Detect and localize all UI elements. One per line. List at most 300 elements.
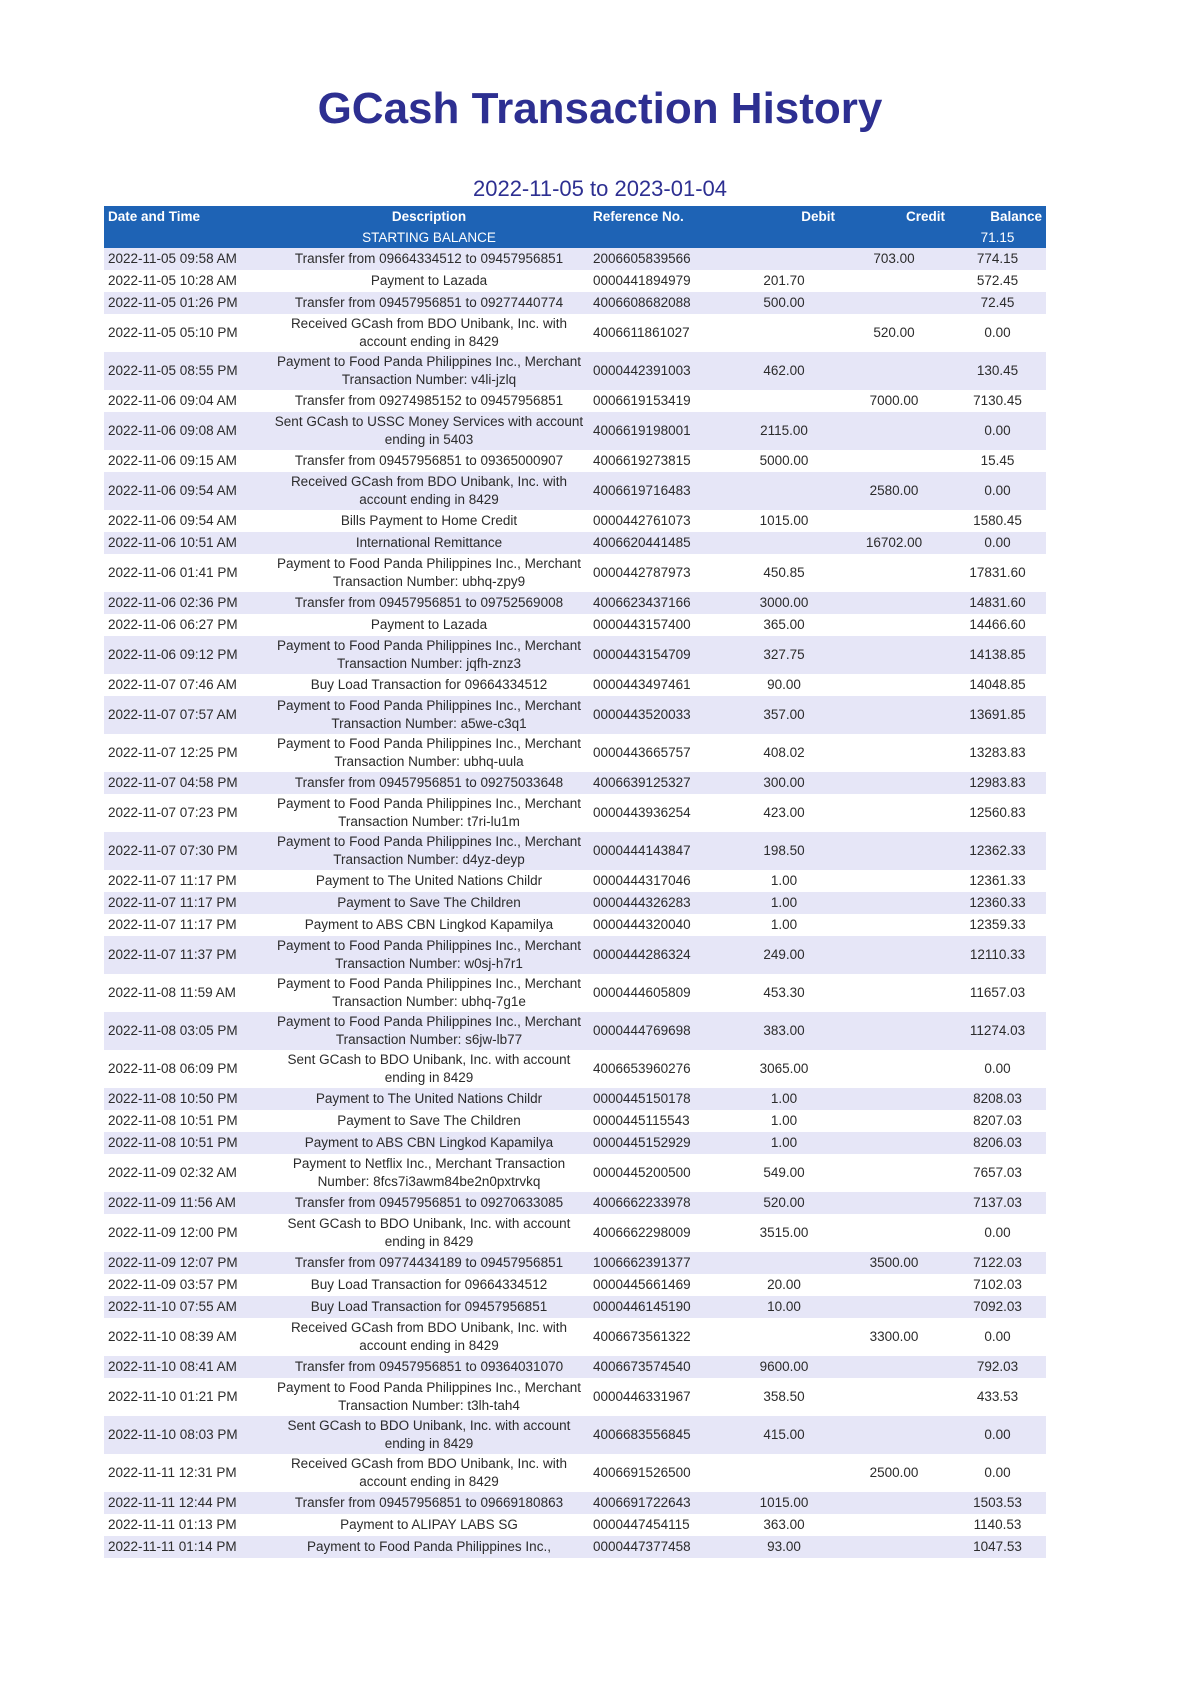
tx-debit: 3065.00 [729,1050,839,1088]
tx-balance: 0.00 [949,1318,1046,1356]
table-row [104,772,1046,794]
tx-credit [839,636,949,674]
tx-description: Received GCash from BDO Unibank, Inc. with account ending in 8429 [269,1318,589,1356]
tx-reference: 0000443520033 [589,696,729,734]
tx-debit: 93.00 [729,1536,839,1558]
tx-description: Payment to Netflix Inc., Merchant Transaction Number: 8fcs7i3awm84be2n0pxtrvkq [269,1154,589,1192]
tx-description: Transfer from 09457956851 to 09277440774 [269,292,589,314]
tx-description: Transfer from 09457956851 to 09275033648 [269,772,589,794]
tx-date: 2022-11-08 11:59 AM [104,974,269,1012]
starting-balance-row [104,227,1046,248]
tx-date: 2022-11-07 07:30 PM [104,832,269,870]
tx-description: Payment to Save The Children [269,1110,589,1132]
tx-balance: 7130.45 [949,390,1046,412]
tx-date: 2022-11-09 02:32 AM [104,1154,269,1192]
tx-date: 2022-11-06 02:36 PM [104,592,269,614]
tx-reference: 4006611861027 [589,314,729,352]
tx-date: 2022-11-09 12:00 PM [104,1214,269,1252]
tx-credit [839,1356,949,1378]
tx-balance: 14831.60 [949,592,1046,614]
tx-description: Payment to Save The Children [269,892,589,914]
tx-balance: 1140.53 [949,1514,1046,1536]
tx-date: 2022-11-05 09:58 AM [104,248,269,270]
tx-reference: 0000443154709 [589,636,729,674]
tx-date: 2022-11-07 11:17 PM [104,870,269,892]
tx-credit [839,696,949,734]
tx-balance: 1580.45 [949,510,1046,532]
table-row [104,1214,1046,1252]
tx-debit: 1.00 [729,1110,839,1132]
table-row [104,832,1046,870]
tx-description: Transfer from 09274985152 to 09457956851 [269,390,589,412]
tx-reference: 4006673574540 [589,1356,729,1378]
table-row [104,1296,1046,1318]
tx-description: Buy Load Transaction for 09457956851 [269,1296,589,1318]
tx-date: 2022-11-05 08:55 PM [104,352,269,390]
table-row [104,314,1046,352]
table-row [104,974,1046,1012]
tx-debit: 408.02 [729,734,839,772]
tx-credit [839,292,949,314]
tx-description: Transfer from 09774434189 to 09457956851 [269,1252,589,1274]
tx-credit: 3500.00 [839,1252,949,1274]
tx-description: Transfer from 09664334512 to 09457956851 [269,248,589,270]
table-row [104,592,1046,614]
tx-reference: 0000442787973 [589,554,729,592]
tx-date: 2022-11-07 07:57 AM [104,696,269,734]
tx-description: Transfer from 09457956851 to 09669180863 [269,1492,589,1514]
tx-balance: 17831.60 [949,554,1046,592]
tx-date: 2022-11-11 01:13 PM [104,1514,269,1536]
tx-reference: 4006683556845 [589,1416,729,1454]
tx-date: 2022-11-10 07:55 AM [104,1296,269,1318]
tx-reference: 0000445115543 [589,1110,729,1132]
tx-description: International Remittance [269,532,589,554]
tx-debit: 462.00 [729,352,839,390]
tx-credit [839,1514,949,1536]
tx-reference: 0000442391003 [589,352,729,390]
tx-reference: 0000444326283 [589,892,729,914]
tx-description: Sent GCash to USSC Money Services with account ending in 5403 [269,412,589,450]
tx-reference: 4006662233978 [589,1192,729,1214]
tx-balance: 0.00 [949,1214,1046,1252]
tx-description: Payment to ALIPAY LABS SG [269,1514,589,1536]
tx-date: 2022-11-10 01:21 PM [104,1378,269,1416]
tx-balance: 11657.03 [949,974,1046,1012]
tx-date: 2022-11-06 10:51 AM [104,532,269,554]
tx-reference: 4006691526500 [589,1454,729,1492]
tx-credit [839,1012,949,1050]
tx-debit [729,472,839,510]
table-row [104,270,1046,292]
tx-credit [839,974,949,1012]
tx-debit: 453.30 [729,974,839,1012]
tx-description: Payment to Food Panda Philippines Inc., Merchant Transaction Number: d4yz-deyp [269,832,589,870]
tx-date: 2022-11-06 09:12 PM [104,636,269,674]
tx-reference: 4006662298009 [589,1214,729,1252]
tx-balance: 12110.33 [949,936,1046,974]
tx-credit [839,1110,949,1132]
tx-date: 2022-11-07 12:25 PM [104,734,269,772]
tx-debit: 358.50 [729,1378,839,1416]
tx-balance: 7122.03 [949,1252,1046,1274]
tx-description: Payment to ABS CBN Lingkod Kapamilya [269,1132,589,1154]
tx-balance: 572.45 [949,270,1046,292]
tx-date: 2022-11-07 11:17 PM [104,892,269,914]
tx-date: 2022-11-06 09:54 AM [104,510,269,532]
tx-reference: 0000444286324 [589,936,729,974]
tx-debit [729,248,839,270]
tx-description: Bills Payment to Home Credit [269,510,589,532]
tx-balance: 14466.60 [949,614,1046,636]
tx-reference: 0000445150178 [589,1088,729,1110]
tx-credit: 2500.00 [839,1454,949,1492]
tx-reference: 0000445661469 [589,1274,729,1296]
tx-reference: 4006673561322 [589,1318,729,1356]
tx-reference: 0000445152929 [589,1132,729,1154]
table-row [104,1132,1046,1154]
starting-balance-value: 71.15 [949,227,1046,248]
table-row [104,390,1046,412]
tx-description: Payment to ABS CBN Lingkod Kapamilya [269,914,589,936]
starting-balance-label: STARTING BALANCE [269,227,589,248]
tx-debit: 10.00 [729,1296,839,1318]
tx-balance: 15.45 [949,450,1046,472]
tx-reference: 0000441894979 [589,270,729,292]
tx-credit [839,936,949,974]
tx-credit [839,1214,949,1252]
tx-reference: 0000445200500 [589,1154,729,1192]
tx-description: Payment to Lazada [269,614,589,636]
tx-date: 2022-11-08 10:51 PM [104,1110,269,1132]
tx-description: Transfer from 09457956851 to 09752569008 [269,592,589,614]
tx-balance: 1503.53 [949,1492,1046,1514]
table-row [104,554,1046,592]
tx-credit [839,914,949,936]
tx-date: 2022-11-08 10:51 PM [104,1132,269,1154]
tx-credit [839,614,949,636]
tx-credit [839,554,949,592]
table-row [104,936,1046,974]
tx-balance: 72.45 [949,292,1046,314]
table-row [104,1274,1046,1296]
tx-date: 2022-11-10 08:39 AM [104,1318,269,1356]
tx-credit: 3300.00 [839,1318,949,1356]
tx-date: 2022-11-07 11:17 PM [104,914,269,936]
tx-reference: 4006619273815 [589,450,729,472]
tx-reference: 0000446331967 [589,1378,729,1416]
table-row [104,1416,1046,1454]
tx-debit: 549.00 [729,1154,839,1192]
table-row [104,636,1046,674]
table-row [104,1110,1046,1132]
tx-credit [839,1192,949,1214]
tx-debit [729,532,839,554]
tx-balance: 14138.85 [949,636,1046,674]
tx-description: Received GCash from BDO Unibank, Inc. with account ending in 8429 [269,314,589,352]
table-row [104,870,1046,892]
tx-balance: 12362.33 [949,832,1046,870]
tx-description: Received GCash from BDO Unibank, Inc. with account ending in 8429 [269,472,589,510]
tx-credit [839,674,949,696]
tx-balance: 11274.03 [949,1012,1046,1050]
tx-credit [839,1132,949,1154]
tx-credit [839,1274,949,1296]
tx-debit [729,390,839,412]
tx-debit: 500.00 [729,292,839,314]
tx-credit: 703.00 [839,248,949,270]
table-row [104,412,1046,450]
header-debit: Debit [729,206,839,227]
tx-debit: 201.70 [729,270,839,292]
tx-balance: 0.00 [949,1050,1046,1088]
tx-date: 2022-11-10 08:41 AM [104,1356,269,1378]
tx-balance: 0.00 [949,412,1046,450]
tx-debit: 1.00 [729,1088,839,1110]
tx-reference: 4006619198001 [589,412,729,450]
tx-debit: 1.00 [729,870,839,892]
page-title: GCash Transaction History [317,84,883,133]
tx-balance: 7092.03 [949,1296,1046,1318]
tx-description: Payment to Food Panda Philippines Inc., Merchant Transaction Number: v4li-jzlq [269,352,589,390]
tx-date: 2022-11-06 09:54 AM [104,472,269,510]
table-row [104,1012,1046,1050]
tx-debit: 415.00 [729,1416,839,1454]
tx-debit: 423.00 [729,794,839,832]
tx-debit: 520.00 [729,1192,839,1214]
tx-date: 2022-11-11 12:44 PM [104,1492,269,1514]
tx-description: Payment to Food Panda Philippines Inc., Merchant Transaction Number: a5we-c3q1 [269,696,589,734]
tx-date: 2022-11-05 05:10 PM [104,314,269,352]
tx-date: 2022-11-08 10:50 PM [104,1088,269,1110]
table-row [104,1192,1046,1214]
tx-balance: 13283.83 [949,734,1046,772]
tx-description: Payment to Food Panda Philippines Inc., [269,1536,589,1558]
header-credit: Credit [839,206,949,227]
tx-balance: 12560.83 [949,794,1046,832]
tx-credit [839,1536,949,1558]
tx-reference: 0000443936254 [589,794,729,832]
tx-balance: 12361.33 [949,870,1046,892]
tx-description: Received GCash from BDO Unibank, Inc. with account ending in 8429 [269,1454,589,1492]
header-description: Description [269,206,589,227]
table-row [104,248,1046,270]
tx-balance: 130.45 [949,352,1046,390]
tx-reference: 0000447454115 [589,1514,729,1536]
tx-debit: 1.00 [729,914,839,936]
tx-credit [839,1378,949,1416]
tx-reference: 4006653960276 [589,1050,729,1088]
tx-balance: 792.03 [949,1356,1046,1378]
tx-credit [839,510,949,532]
tx-date: 2022-11-11 12:31 PM [104,1454,269,1492]
header-reference: Reference No. [589,206,729,227]
table-row [104,1356,1046,1378]
tx-debit: 363.00 [729,1514,839,1536]
date-range: 2022-11-05 to 2023-01-04 [472,176,727,201]
tx-debit: 1015.00 [729,510,839,532]
tx-debit: 3515.00 [729,1214,839,1252]
transaction-table [104,206,1046,1558]
header-date: Date and Time [104,206,269,227]
tx-debit: 1015.00 [729,1492,839,1514]
tx-credit [839,1050,949,1088]
table-row [104,1378,1046,1416]
tx-debit: 3000.00 [729,592,839,614]
table-row [104,614,1046,636]
tx-credit [839,270,949,292]
table-row [104,472,1046,510]
table-row [104,1252,1046,1274]
tx-reference: 4006639125327 [589,772,729,794]
tx-credit [839,1492,949,1514]
tx-credit [839,772,949,794]
table-row [104,1318,1046,1356]
tx-reference: 0000446145190 [589,1296,729,1318]
tx-balance: 1047.53 [949,1536,1046,1558]
tx-date: 2022-11-06 09:04 AM [104,390,269,412]
tx-balance: 8208.03 [949,1088,1046,1110]
table-row [104,292,1046,314]
tx-reference: 0000444320040 [589,914,729,936]
tx-debit: 9600.00 [729,1356,839,1378]
tx-date: 2022-11-07 07:46 AM [104,674,269,696]
tx-debit: 365.00 [729,614,839,636]
tx-description: Sent GCash to BDO Unibank, Inc. with account ending in 8429 [269,1214,589,1252]
tx-debit: 383.00 [729,1012,839,1050]
tx-description: Sent GCash to BDO Unibank, Inc. with account ending in 8429 [269,1050,589,1088]
tx-debit: 450.85 [729,554,839,592]
tx-reference: 4006691722643 [589,1492,729,1514]
tx-debit: 249.00 [729,936,839,974]
tx-date: 2022-11-08 03:05 PM [104,1012,269,1050]
table-row [104,1088,1046,1110]
tx-date: 2022-11-11 01:14 PM [104,1536,269,1558]
tx-date: 2022-11-10 08:03 PM [104,1416,269,1454]
tx-description: Payment to Food Panda Philippines Inc., Merchant Transaction Number: t3lh-tah4 [269,1378,589,1416]
table-row [104,1454,1046,1492]
tx-reference: 4006623437166 [589,592,729,614]
tx-date: 2022-11-07 07:23 PM [104,794,269,832]
tx-date: 2022-11-07 11:37 PM [104,936,269,974]
tx-credit [839,1416,949,1454]
tx-description: Buy Load Transaction for 09664334512 [269,674,589,696]
tx-reference: 0000444317046 [589,870,729,892]
table-row [104,1514,1046,1536]
tx-reference: 0000443665757 [589,734,729,772]
table-row [104,734,1046,772]
table-row [104,532,1046,554]
tx-description: Payment to The United Nations Childr [269,1088,589,1110]
tx-balance: 7657.03 [949,1154,1046,1192]
tx-credit [839,1154,949,1192]
table-row [104,914,1046,936]
tx-description: Buy Load Transaction for 09664334512 [269,1274,589,1296]
tx-date: 2022-11-09 12:07 PM [104,1252,269,1274]
tx-debit: 357.00 [729,696,839,734]
tx-debit [729,1454,839,1492]
tx-credit [839,870,949,892]
tx-balance: 8207.03 [949,1110,1046,1132]
tx-description: Transfer from 09457956851 to 09270633085 [269,1192,589,1214]
table-row [104,450,1046,472]
tx-debit: 90.00 [729,674,839,696]
tx-debit: 1.00 [729,1132,839,1154]
tx-debit [729,1318,839,1356]
tx-description: Payment to Food Panda Philippines Inc., Merchant Transaction Number: jqfh-znz3 [269,636,589,674]
tx-reference: 1006662391377 [589,1252,729,1274]
tx-reference: 0000444143847 [589,832,729,870]
tx-description: Payment to Food Panda Philippines Inc., Merchant Transaction Number: w0sj-h7r1 [269,936,589,974]
tx-description: Transfer from 09457956851 to 09364031070 [269,1356,589,1378]
table-header-row [104,206,1046,227]
tx-balance: 0.00 [949,472,1046,510]
tx-credit [839,892,949,914]
tx-reference: 4006608682088 [589,292,729,314]
tx-description: Payment to Food Panda Philippines Inc., Merchant Transaction Number: t7ri-lu1m [269,794,589,832]
tx-debit: 198.50 [729,832,839,870]
tx-debit: 327.75 [729,636,839,674]
tx-date: 2022-11-06 01:41 PM [104,554,269,592]
tx-credit: 520.00 [839,314,949,352]
tx-debit: 5000.00 [729,450,839,472]
table-row [104,892,1046,914]
tx-credit [839,352,949,390]
tx-credit [839,1296,949,1318]
tx-date: 2022-11-05 10:28 AM [104,270,269,292]
tx-balance: 12983.83 [949,772,1046,794]
tx-balance: 774.15 [949,248,1046,270]
tx-date: 2022-11-09 11:56 AM [104,1192,269,1214]
tx-reference: 0000444605809 [589,974,729,1012]
tx-reference: 4006620441485 [589,532,729,554]
tx-balance: 8206.03 [949,1132,1046,1154]
table-row [104,352,1046,390]
tx-reference: 0000443497461 [589,674,729,696]
header-balance: Balance [949,206,1046,227]
tx-reference: 4006619716483 [589,472,729,510]
tx-debit [729,1252,839,1274]
tx-balance: 7102.03 [949,1274,1046,1296]
tx-reference: 0006619153419 [589,390,729,412]
tx-description: Sent GCash to BDO Unibank, Inc. with account ending in 8429 [269,1416,589,1454]
tx-reference: 0000447377458 [589,1536,729,1558]
tx-description: Transfer from 09457956851 to 09365000907 [269,450,589,472]
tx-debit [729,314,839,352]
tx-debit: 300.00 [729,772,839,794]
tx-description: Payment to Food Panda Philippines Inc., Merchant Transaction Number: ubhq-zpy9 [269,554,589,592]
tx-credit [839,832,949,870]
tx-date: 2022-11-05 01:26 PM [104,292,269,314]
tx-balance: 13691.85 [949,696,1046,734]
tx-balance: 0.00 [949,1416,1046,1454]
table-row [104,794,1046,832]
tx-date: 2022-11-06 09:08 AM [104,412,269,450]
tx-debit: 2115.00 [729,412,839,450]
tx-date: 2022-11-06 09:15 AM [104,450,269,472]
tx-credit: 7000.00 [839,390,949,412]
table-row [104,1154,1046,1192]
tx-debit: 20.00 [729,1274,839,1296]
tx-credit: 16702.00 [839,532,949,554]
table-row [104,696,1046,734]
tx-credit [839,592,949,614]
tx-reference: 0000443157400 [589,614,729,636]
tx-balance: 7137.03 [949,1192,1046,1214]
table-row [104,510,1046,532]
tx-description: Payment to Food Panda Philippines Inc., Merchant Transaction Number: s6jw-lb77 [269,1012,589,1050]
tx-credit [839,734,949,772]
